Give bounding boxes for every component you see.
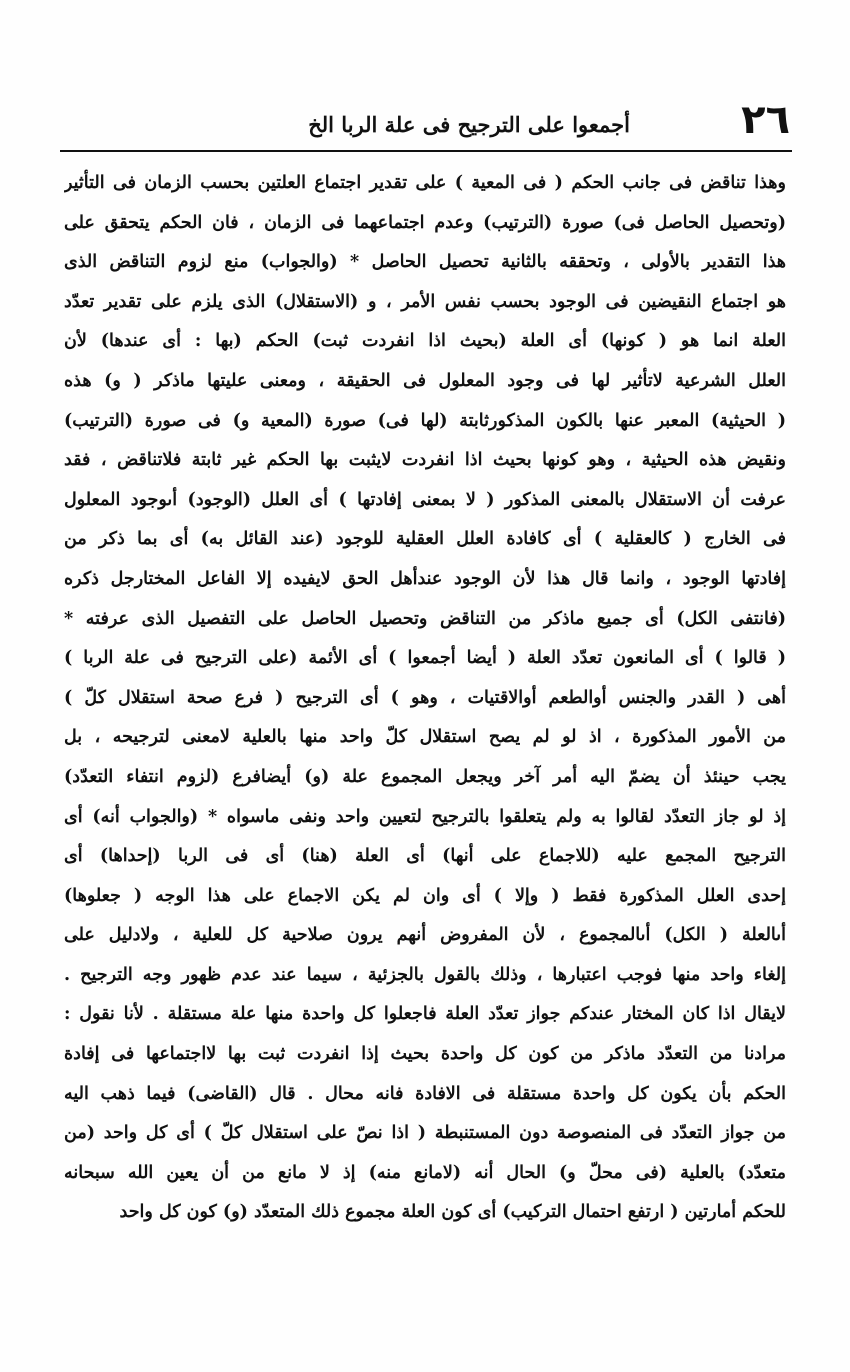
text-line: من الأمور المذكورة ، اذ لو لم يصح استقلال كلّ واحد منها بالعلية لامعنى لترجيحه ، بل	[64, 727, 786, 748]
page-header	[62, 97, 790, 148]
text-line: متعدّد) بالعلية (فى محلّ و) الحال أنه (لامانع منه) إذ لا مانع من أن يعين الله سبحانه	[64, 1162, 786, 1183]
text-line: هذا التقدير بالأولى ، وتحققه بالثانية تحصيل الحاصل * (والجواب) منع لزوم التناقض الذى	[64, 252, 786, 273]
text-line: العلة انما هو ( كونها) أى العلة (بحيث اذا انفردت ثبت) الحكم (بها : أى عندها) لأن	[64, 331, 786, 352]
text-line: ( الحيثية) المعبر عنها بالكون المذكورثابتة (لها فى) صورة (المعية و) فى صورة (الترتيب)	[64, 410, 786, 431]
text-line: أىالعلة ( الكل) أىالمجموع ، لأن المفروض أنهم يرون صلاحية كل للعلية ، ولادليل على	[64, 925, 786, 946]
text-line: إلغاء واحد منها فوجب اعتبارها ، وذلك بالقول بالجزئية ، سيما عند عدم ظهور وجه الترجيح .	[64, 964, 786, 985]
text-line: عرفت أن الاستقلال بالمعنى المذكور ( لا بمعنى إفادتها ) أى العلل (الوجود) أىوجود المعلول	[64, 489, 786, 510]
text-line: إذ لو جاز التعدّد لقالوا به ولم يتعلقوا بالترجيح لتعيين واحد ونفى ماسواه * (والجواب أنه) أى	[64, 806, 786, 827]
text-line: الترجيح المجمع عليه (للاجماع على أنها) أى العلة (هنا) أى فى الربا (إحداها) أى	[64, 846, 786, 867]
header-rule	[60, 150, 792, 152]
text-line: فى الخارج ( كالعقلية ) أى كافادة العلل العقلية للوجود (عند القائل به) أى بما ذكر من	[64, 529, 786, 550]
text-line: ( قالوا ) أى المانعون تعدّد العلة ( أيضا أجمعوا ) أى الأئمة (على الترجيح فى علة الربا )	[64, 648, 786, 669]
page-number: ٢٦	[741, 97, 790, 143]
text-line: من جواز التعدّد فى المنصوصة دون المستنبطة ( اذا نصّ على استقلال كلّ ) أى كل واحد (من	[64, 1123, 786, 1144]
text-line: ونقيض هذه الحيثية ، وهو كونها بحيث اذا انفردت لايثبت بها الحكم غير ثابتة فلاتناقض ، فقد	[64, 450, 786, 471]
text-line: (فانتفى الكل) أى جميع ماذكر من التناقض وتحصيل الحاصل على التفصيل الذى عرفته *	[64, 608, 786, 629]
text-line: الحكم بأن يكون كل واحدة مستقلة فى الافادة فانه محال . قال (القاضى) فيما ذهب اليه	[64, 1083, 786, 1104]
text-line: العلل الشرعية لاتأثير لها فى وجود المعلول فى الحقيقة ، ومعنى عليتها ماذكر ( و) هذه	[64, 370, 786, 391]
text-line: (وتحصيل الحاصل فى) صورة (الترتيب) وعدم اجتماعهما فى الزمان ، فان الحكم يتحقق على	[64, 212, 786, 233]
text-line: إفادتها الوجود ، وانما قال هذا لأن الوجود عندأهل الحق لايفيده إلا الفاعل المختارجل ذكره	[64, 568, 786, 589]
text-line: هو اجتماع النقيضين فى الوجود بحسب نفس الأمر ، و (الاستقلال) الذى يلزم على تقدير تعدّد	[64, 291, 786, 312]
body-text	[64, 164, 786, 1233]
text-line: لايقال اذا كان المختار عندكم جواز تعدّد العلة فاجعلوا كل واحدة منها علة مستقلة . لأنا نقول :	[64, 1004, 786, 1025]
running-head: أجمعوا على الترجيح فى علة الربا الخ	[308, 112, 630, 137]
text-line: وهذا تناقض فى جانب الحكم ( فى المعية ) على تقدير اجتماع العلتين بحسب الزمان فى التأثير	[64, 173, 786, 193]
text-line: للحكم أمارتين ( ارتفع احتمال التركيب) أى كون العلة مجموع ذلك المتعدّد (و) كون كل واحد	[119, 1202, 786, 1223]
text-line: يجب حينئذ أن يضمّ اليه أمر آخر ويجعل المجموع علة (و) أيضافرع (لزوم انتفاء التعدّد)	[64, 766, 786, 787]
text-line: مرادنا من التعدّد ماذكر من كون كل واحدة بحيث إذا انفردت ثبت بها لااجتماعها فى إفادة	[64, 1044, 786, 1065]
text-line: إحدى العلل المذكورة فقط ( وإلا ) أى وان لم يكن الاجماع على هذا الوجه ( جعلوها)	[64, 885, 786, 906]
text-line: أهى ( القدر والجنس أوالطعم أوالاقتيات ، وهو ) أى الترجيح ( فرع صحة استقلال كلّ )	[64, 687, 786, 708]
